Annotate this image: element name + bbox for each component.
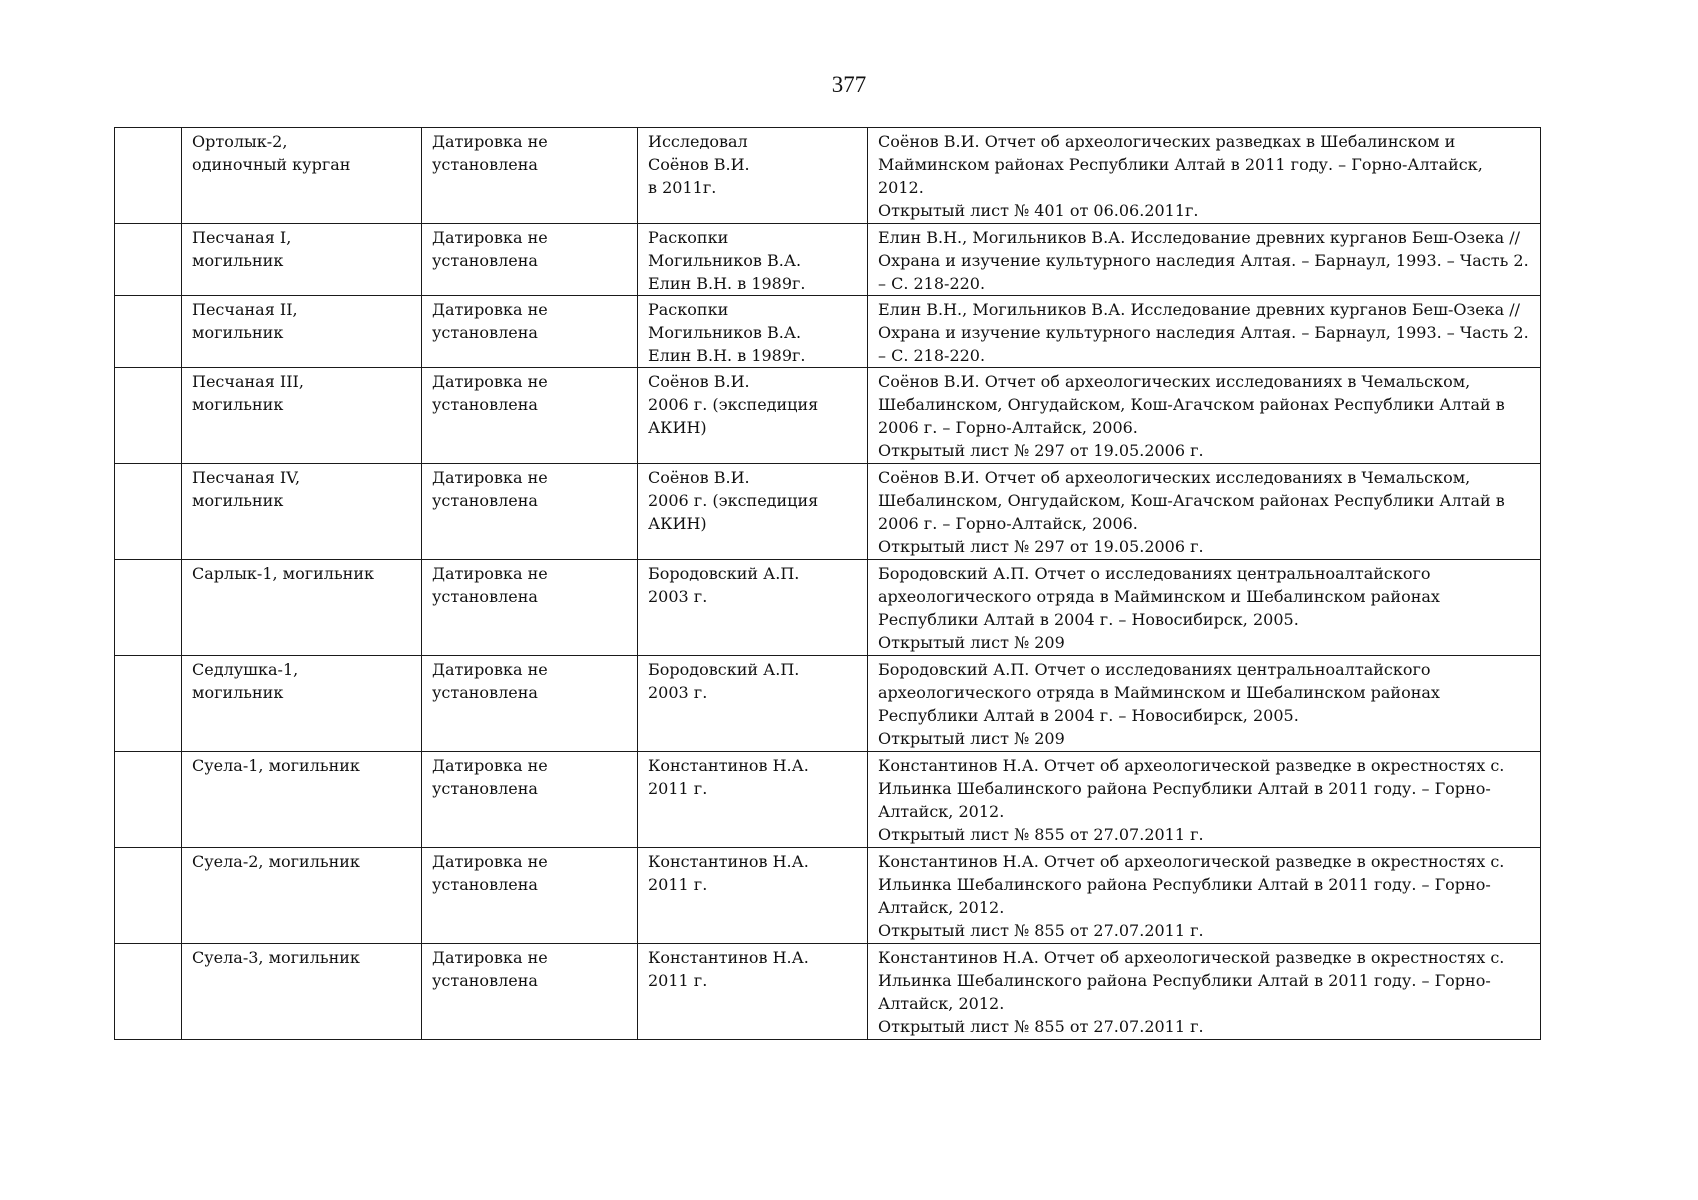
- research-cell: Соёнов В.И. 2006 г. (экспедиция АКИН): [638, 368, 868, 464]
- table-row: [115, 128, 1541, 224]
- source-cell: Константинов Н.А. Отчет об археологической разведке в окрестностях с. Ильинка Шебалинского района Республики Алтай в 2011 году. – Горно-Алтайск, 2012. Открытый лист № 855 от 27.07.2011 г.: [868, 848, 1541, 944]
- table-row: [115, 560, 1541, 656]
- row-number-cell: [115, 560, 182, 656]
- row-number-cell: [115, 224, 182, 296]
- source-cell: Елин В.Н., Могильников В.А. Исследование древних курганов Беш-Озека // Охрана и изучение культурного наследия Алтая. – Барнаул, 1993. – Часть 2. – С. 218-220.: [868, 224, 1541, 296]
- row-number-cell: [115, 464, 182, 560]
- source-cell: Константинов Н.А. Отчет об археологической разведке в окрестностях с. Ильинка Шебалинского района Республики Алтай в 2011 году. – Горно-Алтайск, 2012. Открытый лист № 855 от 27.07.2011 г.: [868, 752, 1541, 848]
- dating-cell: Датировка не установлена: [422, 944, 638, 1040]
- monuments-table: [114, 127, 1541, 1040]
- site-name-cell: Седлушка-1, могильник: [182, 656, 422, 752]
- row-number-cell: [115, 128, 182, 224]
- table-row: [115, 944, 1541, 1040]
- site-name-cell: Ортолык-2, одиночный курган: [182, 128, 422, 224]
- row-number-cell: [115, 848, 182, 944]
- table-row: [115, 368, 1541, 464]
- research-cell: Исследовал Соёнов В.И. в 2011г.: [638, 128, 868, 224]
- row-number-cell: [115, 656, 182, 752]
- research-cell: Раскопки Могильников В.А. Елин В.Н. в 1989г.: [638, 296, 868, 368]
- dating-cell: Датировка не установлена: [422, 128, 638, 224]
- research-cell: Константинов Н.А. 2011 г.: [638, 752, 868, 848]
- source-cell: Соёнов В.И. Отчет об археологических исследованиях в Чемальском, Шебалинском, Онгудайском, Кош-Агачском районах Республики Алтай в 2006 г. – Горно-Алтайск, 2006. Открытый лист № 297 от 19.05.2006 г.: [868, 464, 1541, 560]
- site-name-cell: Песчаная IV, могильник: [182, 464, 422, 560]
- row-number-cell: [115, 296, 182, 368]
- source-cell: Константинов Н.А. Отчет об археологической разведке в окрестностях с. Ильинка Шебалинского района Республики Алтай в 2011 году. – Горно-Алтайск, 2012. Открытый лист № 855 от 27.07.2011 г.: [868, 944, 1541, 1040]
- site-name-cell: Песчаная II, могильник: [182, 296, 422, 368]
- site-name-cell: Сарлык-1, могильник: [182, 560, 422, 656]
- dating-cell: Датировка не установлена: [422, 560, 638, 656]
- row-number-cell: [115, 368, 182, 464]
- table-row: [115, 296, 1541, 368]
- source-cell: Бородовский А.П. Отчет о исследованиях центральноалтайского археологического отряда в Майминском и Шебалинском районах Республики Алтай в 2004 г. – Новосибирск, 2005. Открытый лист № 209: [868, 656, 1541, 752]
- table-row: [115, 848, 1541, 944]
- source-cell: Бородовский А.П. Отчет о исследованиях центральноалтайского археологического отряда в Майминском и Шебалинском районах Республики Алтай в 2004 г. – Новосибирск, 2005. Открытый лист № 209: [868, 560, 1541, 656]
- dating-cell: Датировка не установлена: [422, 656, 638, 752]
- site-name-cell: Суела-3, могильник: [182, 944, 422, 1040]
- dating-cell: Датировка не установлена: [422, 368, 638, 464]
- dating-cell: Датировка не установлена: [422, 848, 638, 944]
- site-name-cell: Песчаная III, могильник: [182, 368, 422, 464]
- table-row: [115, 656, 1541, 752]
- site-name-cell: Песчаная I, могильник: [182, 224, 422, 296]
- site-name-cell: Суела-1, могильник: [182, 752, 422, 848]
- source-cell: Соёнов В.И. Отчет об археологических разведках в Шебалинском и Майминском районах Республики Алтай в 2011 году. – Горно-Алтайск, 2012. Открытый лист № 401 от 06.06.2011г.: [868, 128, 1541, 224]
- table-row: [115, 224, 1541, 296]
- row-number-cell: [115, 752, 182, 848]
- research-cell: Раскопки Могильников В.А. Елин В.Н. в 1989г.: [638, 224, 868, 296]
- dating-cell: Датировка не установлена: [422, 752, 638, 848]
- site-name-cell: Суела-2, могильник: [182, 848, 422, 944]
- source-cell: Елин В.Н., Могильников В.А. Исследование древних курганов Беш-Озека // Охрана и изучение культурного наследия Алтая. – Барнаул, 1993. – Часть 2. – С. 218-220.: [868, 296, 1541, 368]
- research-cell: Бородовский А.П. 2003 г.: [638, 560, 868, 656]
- research-cell: Соёнов В.И. 2006 г. (экспедиция АКИН): [638, 464, 868, 560]
- table-row: [115, 752, 1541, 848]
- page-number: 377: [831, 72, 867, 97]
- dating-cell: Датировка не установлена: [422, 224, 638, 296]
- dating-cell: Датировка не установлена: [422, 296, 638, 368]
- row-number-cell: [115, 944, 182, 1040]
- research-cell: Константинов Н.А. 2011 г.: [638, 944, 868, 1040]
- research-cell: Константинов Н.А. 2011 г.: [638, 848, 868, 944]
- research-cell: Бородовский А.П. 2003 г.: [638, 656, 868, 752]
- table-row: [115, 464, 1541, 560]
- source-cell: Соёнов В.И. Отчет об археологических исследованиях в Чемальском, Шебалинском, Онгудайском, Кош-Агачском районах Республики Алтай в 2006 г. – Горно-Алтайск, 2006. Открытый лист № 297 от 19.05.2006 г.: [868, 368, 1541, 464]
- dating-cell: Датировка не установлена: [422, 464, 638, 560]
